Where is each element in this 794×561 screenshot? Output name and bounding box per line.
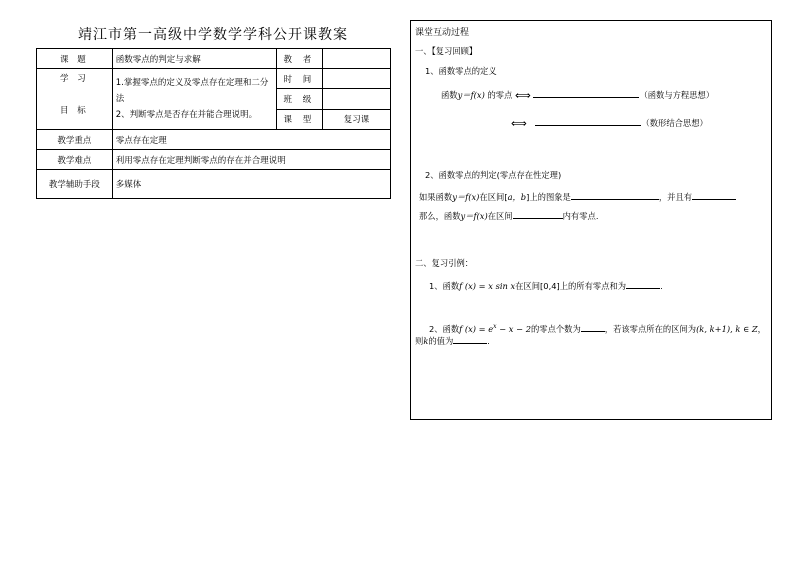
type-value: 复习课	[323, 109, 391, 129]
aids-value: 多媒体	[112, 170, 390, 199]
definition-line	[441, 89, 714, 102]
type-label: 课 型	[276, 109, 322, 129]
ex-text: 1、函数	[429, 281, 460, 291]
example-1	[429, 280, 663, 292]
page-title: 靖江市第一高级中学数学学科公开课教案	[78, 27, 348, 43]
table-row	[37, 69, 391, 89]
ex-func: f (x) = e	[459, 324, 494, 334]
example-2	[429, 323, 766, 335]
thm-text: ]上的图象是	[526, 192, 571, 202]
review-heading: 一、【复习回顾】	[415, 46, 478, 56]
thm-text: 在区间[	[479, 192, 508, 202]
ex-func: − x − 2	[496, 324, 531, 334]
table-row	[37, 49, 391, 69]
blank-line	[626, 280, 660, 289]
key-label: 教学重点	[37, 130, 113, 150]
key-value: 零点存在定理	[112, 130, 390, 150]
theorem-line-1	[419, 191, 736, 203]
goals-label-2: 目 标	[60, 106, 89, 116]
lesson-plan-table	[36, 48, 391, 199]
def-note-2: （数形结合思想）	[641, 118, 708, 128]
difficulty-value: 利用零点存在定理判断零点的存在并合理说明	[112, 150, 390, 170]
goals-value	[112, 69, 276, 130]
ex-text: 的值为	[428, 336, 454, 346]
ex-text: 2、函数	[429, 324, 460, 334]
thm-interval: a，b	[507, 192, 527, 202]
blank-line	[535, 117, 641, 126]
thm-text: 那么，函数	[419, 211, 461, 221]
double-arrow-icon: ⟺	[515, 89, 531, 102]
time-value	[323, 69, 391, 89]
def-prefix: 函数	[441, 90, 458, 100]
blank-line	[581, 323, 605, 332]
example-2-line-2	[415, 335, 490, 347]
ex-sup: x	[493, 323, 497, 331]
ex-var: k	[423, 336, 429, 346]
thm-text: ，并且有	[658, 192, 693, 202]
thm-text: 内有零点.	[562, 211, 599, 221]
table-row	[37, 150, 391, 170]
def-suffix: 的零点	[487, 90, 513, 100]
goals-label-1: 学 习	[60, 74, 89, 84]
def-func: y＝f(x)	[457, 90, 485, 100]
ex-text: 则	[415, 336, 424, 346]
difficulty-label: 教学难点	[37, 150, 113, 170]
thm-func: y＝f(x)	[452, 192, 480, 202]
topic-value: 函数零点的判定与求解	[112, 49, 276, 69]
goal-item-1: 1.掌握零点的定义及零点存在定理和二分法	[115, 78, 269, 104]
ex-func: f (x) = x sin x	[459, 281, 516, 291]
ex-text: ，	[757, 324, 766, 334]
thm-text: 如果函数	[419, 192, 453, 202]
process-heading: 课堂互动过程	[415, 28, 470, 38]
ex-text: .	[660, 281, 663, 291]
blank-line	[533, 89, 639, 98]
double-arrow-icon: ⟺	[511, 117, 527, 130]
blank-line	[571, 191, 659, 200]
def-note-1: （函数与方程思想）	[639, 90, 715, 100]
class-label: 班 级	[276, 89, 322, 109]
table-row	[37, 170, 391, 199]
blank-line	[453, 335, 487, 344]
aids-label: 教学辅助手段	[37, 170, 113, 199]
ex-text: 的零点个数为	[530, 324, 581, 334]
ex-text: 在区间[0,4]上的所有零点和为	[515, 281, 627, 291]
teacher-value	[323, 49, 391, 69]
practice-heading: 二、复习引例：	[415, 258, 474, 268]
topic-label: 课 题	[37, 49, 113, 69]
table-row	[37, 130, 391, 150]
item-zero-definition: 1、函数零点的定义	[425, 66, 497, 76]
goal-item-2: 2、判断零点是否存在并能合理说明。	[115, 110, 258, 120]
item-zero-theorem: 2、函数零点的判定(零点存在性定理)	[425, 170, 562, 180]
definition-line-2	[511, 117, 708, 130]
blank-line	[513, 210, 563, 219]
ex-interval: (k, k+1), k ∈ Z	[696, 324, 758, 334]
teacher-label: 教 者	[276, 49, 322, 69]
class-value	[323, 89, 391, 109]
thm-func: y＝f(x)	[460, 211, 488, 221]
theorem-line-2	[419, 210, 598, 222]
ex-text: .	[487, 336, 490, 346]
process-panel	[410, 20, 772, 420]
blank-line	[692, 191, 736, 200]
time-label: 时 间	[276, 69, 322, 89]
goals-label	[37, 69, 113, 130]
ex-text: ，若该零点所在的区间为	[604, 324, 697, 334]
thm-text: 在区间	[487, 211, 513, 221]
